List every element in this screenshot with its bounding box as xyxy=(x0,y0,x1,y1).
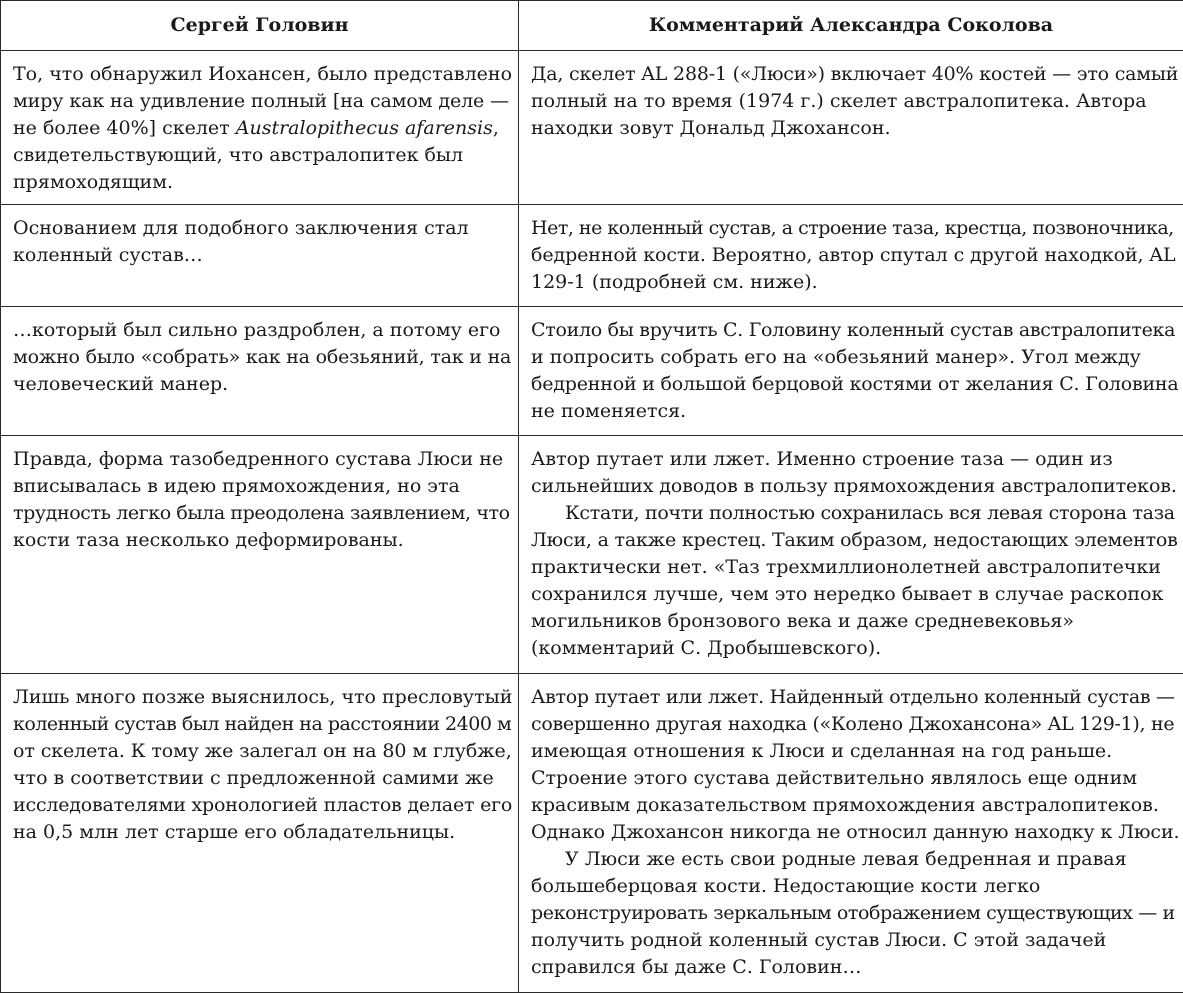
text-line: (комментарий С. Дробышевского). xyxy=(531,635,1179,662)
text-fragment: , xyxy=(493,117,499,139)
text-line: Да, скелет AL 288-1 («Люси») включает 40% костей — это самый xyxy=(531,61,1179,88)
text-line: 129-1 (подробней см. ниже). xyxy=(531,269,1179,296)
sokolov-comment-cell xyxy=(519,674,1183,993)
text-line: реконструировать зеркальным отображением существующих — и xyxy=(531,900,1179,927)
text-line: находки зовут Дональд Джохансон. xyxy=(531,115,1179,142)
species-name: Australopithecus afarensis xyxy=(236,117,493,139)
table-row xyxy=(1,205,1183,307)
text-line: исследователями хронологией пластов делает его xyxy=(13,792,512,819)
text-line: могильников бронзового века и даже средневековья» xyxy=(531,608,1179,635)
text-line: и попросить собрать его на «обезьяний манер». Угол между xyxy=(531,344,1179,371)
table-row xyxy=(1,307,1183,436)
text-line: Лишь много позже выяснилось, что пресловутый xyxy=(13,684,512,711)
text-line: У Люси же есть свои родные левая бедренная и правая xyxy=(531,846,1179,873)
sokolov-comment-cell xyxy=(519,51,1183,205)
header-golovin: Сергей Головин xyxy=(1,1,519,51)
text-line: Кстати, почти полностью сохранилась вся левая сторона таза xyxy=(531,500,1179,527)
text-line: большеберцовая кости. Недостающие кости легко xyxy=(531,873,1179,900)
text-line: можно было «собрать» как на обезьяний, так и на xyxy=(13,344,512,371)
sokolov-comment-cell xyxy=(519,307,1183,436)
sokolov-comment-cell xyxy=(519,436,1183,674)
text-line: коленный сустав… xyxy=(13,242,512,269)
text-line: Строение этого сустава действительно являлось еще одним xyxy=(531,765,1179,792)
text-fragment: не более 40%] скелет xyxy=(13,117,236,139)
text-line: от скелета. К тому же залегал он на 80 м глубже, xyxy=(13,738,512,765)
text-line: полный на то время (1974 г.) скелет австралопитека. Автора xyxy=(531,88,1179,115)
table-row xyxy=(1,674,1183,993)
text-line: совершенно другая находка («Колено Джохансона» AL 129-1), не xyxy=(531,711,1179,738)
text-line: прямоходящим. xyxy=(13,169,512,196)
text-line: что в соответствии с предложенной самими же xyxy=(13,765,512,792)
table-row xyxy=(1,436,1183,674)
text-line: на 0,5 млн лет старше его обладательницы. xyxy=(13,819,512,846)
text-line: свидетельствующий, что австралопитек был xyxy=(13,142,512,169)
golovin-claim-cell xyxy=(1,51,519,205)
text-line: Автор путает или лжет. Именно строение таза — один из xyxy=(531,446,1179,473)
text-line: …который был сильно раздроблен, а потому его xyxy=(13,317,512,344)
text-line xyxy=(13,115,512,142)
golovin-claim-cell xyxy=(1,436,519,674)
text-line: сильнейших доводов в пользу прямохождения австралопитеков. xyxy=(531,473,1179,500)
text-line: красивым доказательством прямохождения австралопитеков. xyxy=(531,792,1179,819)
text-line: Люси, а также крестец. Таким образом, недостающих элементов xyxy=(531,527,1179,554)
header-sokolov-comment: Комментарий Александра Соколова xyxy=(519,1,1183,51)
text-line: То, что обнаружил Иохансен, было представлено xyxy=(13,61,512,88)
text-line: справился бы даже С. Головин… xyxy=(531,954,1179,981)
golovin-claim-cell xyxy=(1,307,519,436)
text-line: Основанием для подобного заключения стал xyxy=(13,215,512,242)
sokolov-comment-cell xyxy=(519,205,1183,307)
text-line: человеческий манер. xyxy=(13,371,512,398)
text-line: сохранился лучше, чем это нередко бывает в случае раскопок xyxy=(531,581,1179,608)
text-line: трудность легко была преодолена заявлением, что xyxy=(13,500,512,527)
text-line: вписывалась в идею прямохождения, но эта xyxy=(13,473,512,500)
golovin-claim-cell xyxy=(1,674,519,993)
text-line: бедренной и большой берцовой костями от желания С. Головина xyxy=(531,371,1179,398)
text-line: Автор путает или лжет. Найденный отдельно коленный сустав — xyxy=(531,684,1179,711)
text-line: миру как на удивление полный [на самом деле — xyxy=(13,88,512,115)
text-line: имеющая отношения к Люси и сделанная на год раньше. xyxy=(531,738,1179,765)
text-line: не поменяется. xyxy=(531,398,1179,425)
text-line: бедренной кости. Вероятно, автор спутал с другой находкой, AL xyxy=(531,242,1179,269)
golovin-claim-cell xyxy=(1,205,519,307)
text-line: коленный сустав был найден на расстоянии 2400 м xyxy=(13,711,512,738)
text-line: получить родной коленный сустав Люси. С этой задачей xyxy=(531,927,1179,954)
text-line: Стоило бы вручить С. Головину коленный сустав австралопитека xyxy=(531,317,1179,344)
table-body xyxy=(1,51,1183,993)
text-line: Правда, форма тазобедренного сустава Люси не xyxy=(13,446,512,473)
text-line: Нет, не коленный сустав, а строение таза, крестца, позвоночника, xyxy=(531,215,1179,242)
text-line: Однако Джохансон никогда не относил данную находку к Люси. xyxy=(531,819,1179,846)
table-row xyxy=(1,51,1183,205)
text-line: кости таза несколько деформированы. xyxy=(13,527,512,554)
header-row xyxy=(1,1,1183,51)
text-line: практически нет. «Таз трехмиллионолетней австралопитечки xyxy=(531,554,1179,581)
table-header xyxy=(1,1,1183,51)
